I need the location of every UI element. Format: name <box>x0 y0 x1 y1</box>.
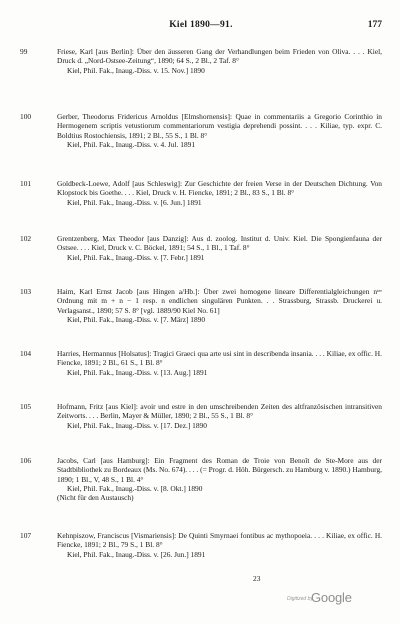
entry-number: 104 <box>20 349 32 358</box>
entry-106 <box>20 456 382 502</box>
entry-note: (Nicht für den Austausch) <box>57 493 134 503</box>
entry-105 <box>20 402 382 430</box>
google-watermark <box>287 590 387 610</box>
watermark-digitized-by: Digitized by <box>287 596 313 602</box>
entry-102 <box>20 234 382 262</box>
entry-dissertation: Kiel, Phil. Fak., Inaug.-Diss. v. 15. Nov.] 1890 <box>67 65 205 75</box>
entry-text: Gerber, Theodorus Fridericus Arnoldus [Elmshornensis]: Quae in commentariis a Gregorio Corinthio in Hermogenem scriptis vetustiorum commentariorum vestigia deprehendi possint. . . . Kiliae, typ. expr. C. Boldtius Rostochiensis, 1891; 2 Bl., 55 S., 1 Bl. 8° <box>57 112 382 140</box>
watermark-brand: Google <box>311 590 352 605</box>
entry-number: 102 <box>20 234 32 243</box>
entry-dissertation: Kiel, Phil. Fak., Inaug.-Diss. v. [6. Jun.] 1891 <box>67 197 202 207</box>
entry-104 <box>20 349 382 377</box>
entry-number: 106 <box>20 456 32 465</box>
entry-text: Hofmann, Fritz [aus Kiel]: avoir und estre in den umschreibenden Zeiten des altfranzösischen intransitiven Zeitworts. . . . Berlin, Mayer & Müller, 1890; 2 Bl., 55 S., 1 Bl. 8° <box>57 402 382 421</box>
entry-dissertation: Kiel, Phil. Fak., Inaug.-Diss. v. [26. Jun.] 1891 <box>67 549 206 559</box>
entry-dissertation: Kiel, Phil. Fak., Inaug.-Diss. v. [7. Febr.] 1891 <box>67 252 205 262</box>
entry-number: 99 <box>20 47 28 56</box>
entry-dissertation: Kiel, Phil. Fak., Inaug.-Diss. v. [17. Dez.] 1890 <box>67 420 207 430</box>
entry-text: Friese, Karl [aus Berlin]: Über den äusseren Gang der Verhandlungen beim Frieden von Oliva. . . . Kiel, Druck d. „Nord-Ostsee-Zeitung“, 1890; 64 S., 2 Bl., 2 Taf. 8° <box>57 47 382 66</box>
running-title: Kiel 1890—91. <box>169 20 233 30</box>
entry-107 <box>20 531 382 559</box>
entry-dissertation: Kiel, Phil. Fak., Inaug.-Diss. v. 4. Jul. 1891 <box>67 139 196 149</box>
entry-99 <box>20 47 382 75</box>
page-header <box>20 20 382 34</box>
entry-100 <box>20 112 382 149</box>
entry-text: Kehnpiszow, Franciscus [Vismariensis]: De Quinti Smyrnaei fontibus ac mythopoeia. . . . Kiliae, ex offic. H. Fiencke, 1891; 2 Bl., 79 S., 1 Bl. 8° <box>57 531 382 550</box>
entry-101 <box>20 179 382 207</box>
entry-number: 105 <box>20 402 32 411</box>
signature-mark: 23 <box>253 574 261 583</box>
page-number: 177 <box>367 20 382 30</box>
entry-number: 103 <box>20 287 32 296</box>
entry-text: Haim, Karl Ernst Jacob [aus Hingen a/Hb.]: Über zwei homogene lineare Differentialgleichungen nᵗᵉʳ Ordnung mit m + n − 1 resp. n endlichen singulären Punkten. . . Strassburg, Strassb. Druckerei u. Verlagsanst., 1890; 57 S. 8° [vgl. 1889/90 Kiel No. 61] <box>57 287 382 315</box>
entry-text: Goldbeck-Loewe, Adolf [aus Schleswig]: Zur Geschichte der freien Verse in der Deutschen Dichtung. Von Klopstock bis Goethe. . . . Kiel, Druck v. H. Fiencke, 1891; 2 Bl., 83 S., 1 Bl. 8° <box>57 179 382 198</box>
entry-number: 107 <box>20 531 32 540</box>
entry-dissertation: Kiel, Phil. Fak., Inaug.-Diss. v. [7. März] 1890 <box>67 314 206 324</box>
entry-number: 101 <box>20 179 32 188</box>
entry-text: Jacobs, Carl [aus Hamburg]: Ein Fragment des Roman de Troie von Benoît de Ste-More aus der Stadtbibliothek zu Bordeaux (Ms. No. 674). . . . (= Progr. d. Höh. Bürgersch. zu Hamburg v. 1890.) Hamburg, 1890; 1 Bl., V, 48 S., 1 Bl. 4° <box>57 456 382 484</box>
entry-103 <box>20 287 382 324</box>
entry-text: Grentzenberg, Max Theodor [aus Danzig]: Aus d. zoolog. Institut d. Univ. Kiel. Die Spongienfauna der Ostsee. . . . Kiel, Druck v. C. Böckel, 1891; 54 S., 1 Bl., 1 Taf. 8° <box>57 234 382 253</box>
entry-dissertation: Kiel, Phil. Fak., Inaug.-Diss. v. [13. Aug.] 1891 <box>67 367 208 377</box>
entry-number: 100 <box>20 112 32 121</box>
entry-text: Harries, Hermannus [Holsatus]: Tragici Graeci qua arte usi sint in describenda insania. . . . Kiliae, ex offic. H. Fiencke, 1891; 2 Bl., 61 S., 1 Bl. 8° <box>57 349 382 368</box>
entry-dissertation: Kiel, Phil. Fak., Inaug.-Diss. v. [8. Okt.] 1890 <box>67 483 203 493</box>
